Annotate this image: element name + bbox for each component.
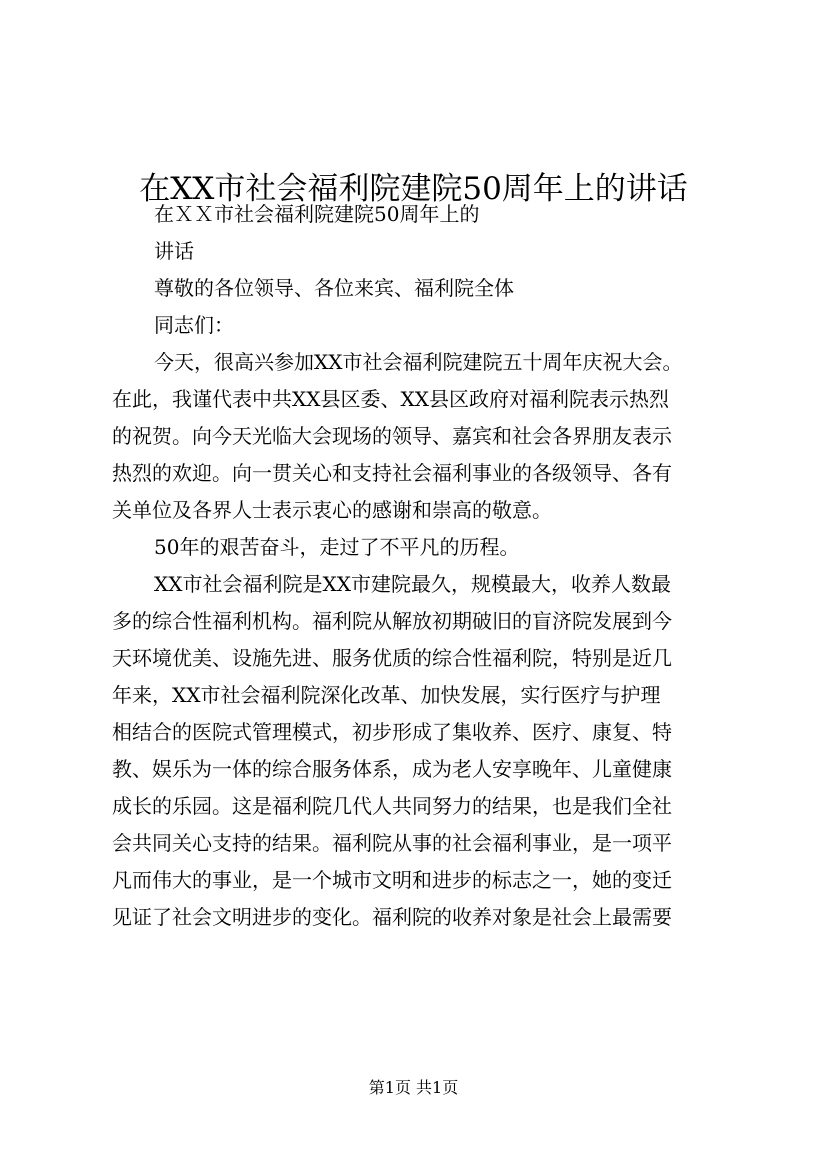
text-line: 凡而伟大的事业，是一个城市文明和进步的标志之一，她的变迁	[112, 868, 672, 892]
text-line: 在此，我谨代表中共XX县区委、XX县区政府对福利院表示热烈	[112, 387, 669, 411]
text-line: 在ＸＸ市社会福利院建院50周年上的	[154, 202, 480, 226]
text-line: 尊敬的各位领导、各位来宾、福利院全体	[154, 276, 514, 300]
text-line: 成长的乐园。这是福利院几代人共同努力的结果，也是我们全社	[112, 794, 672, 818]
text-line: 今天，很高兴参加XX市社会福利院建院五十周年庆祝大会。	[154, 350, 683, 374]
page-footer: 第1页 共1页	[368, 1078, 459, 1097]
text-line: 相结合的医院式管理模式，初步形成了集收养、医疗、康复、特	[112, 720, 672, 744]
text-line: 的祝贺。向今天光临大会现场的领导、嘉宾和社会各界朋友表示	[112, 424, 672, 448]
document-title: 在XX市社会福利院建院50周年上的讲话	[139, 170, 688, 207]
text-line: 讲话	[154, 239, 194, 263]
document-body	[112, 196, 718, 936]
text-line: 天环境优美、设施先进、服务优质的综合性福利院，特别是近几	[112, 646, 672, 670]
text-line: 会共同关心支持的结果。福利院从事的社会福利事业，是一项平	[112, 831, 672, 855]
text-line: 关单位及各界人士表示衷心的感谢和崇高的敬意。	[112, 498, 552, 522]
text-line: 年来，XX市社会福利院深化改革、加快发展，实行医疗与护理	[112, 683, 661, 707]
text-line: 见证了社会文明进步的变化。福利院的收养对象是社会上最需要	[112, 905, 672, 929]
text-line: 教、娱乐为一体的综合服务体系，成为老人安享晚年、儿童健康	[112, 757, 672, 781]
text-line: 多的综合性福利机构。福利院从解放初期破旧的盲济院发展到今	[112, 609, 672, 633]
text-line: XX市社会福利院是XX市建院最久，规模最大，收养人数最	[154, 572, 671, 596]
text-line: 热烈的欢迎。向一贯关心和支持社会福利事业的各级领导、各有	[112, 461, 672, 485]
text-line: 同志们：	[154, 313, 234, 337]
text-line: 50年的艰苦奋斗，走过了不平凡的历程。	[154, 535, 520, 559]
